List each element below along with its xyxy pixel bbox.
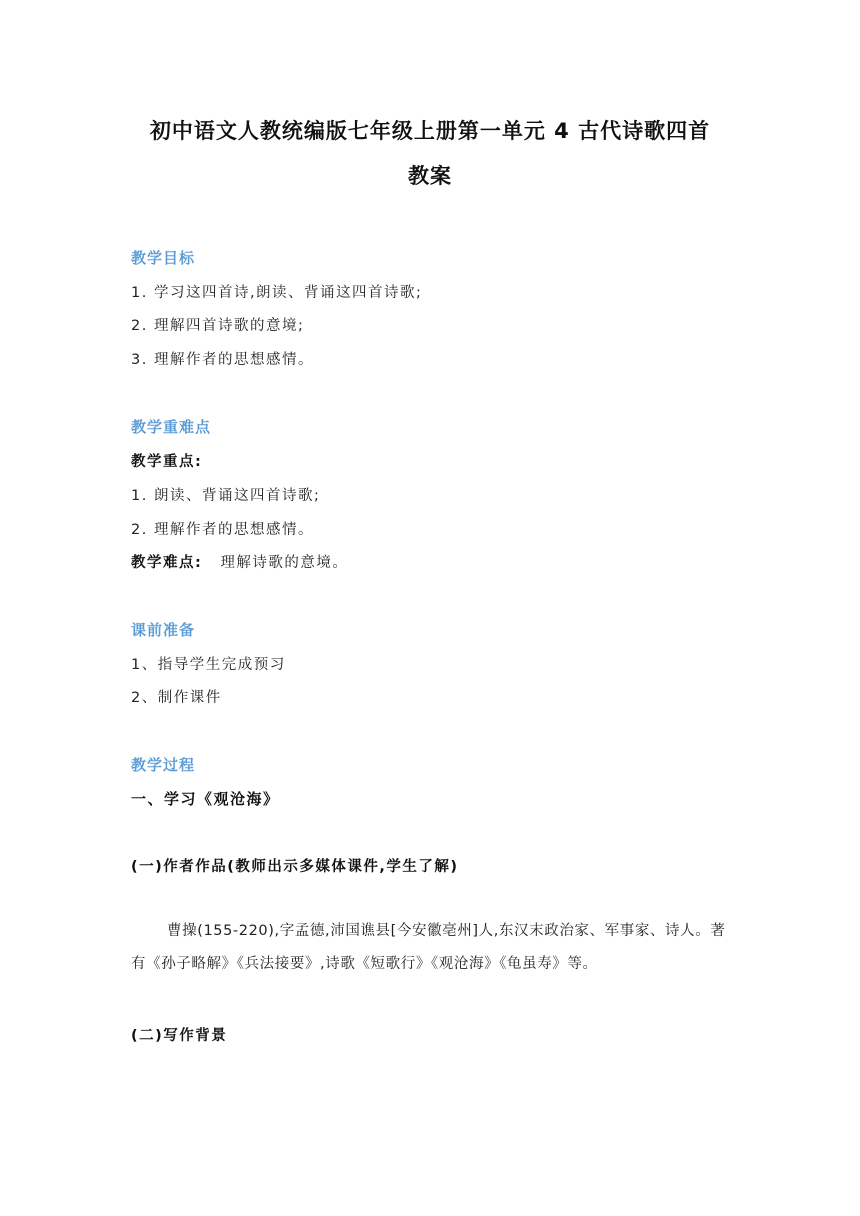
difficulty-label: 教学难点:: [131, 555, 203, 571]
preparation-item: 1、指导学生完成预习: [131, 657, 286, 673]
objective-item: 3. 理解作者的思想感情。: [131, 352, 314, 368]
subsection-heading: (二)写作背景: [131, 1028, 228, 1044]
objective-item: 1. 学习这四首诗,朗读、背诵这四首诗歌;: [131, 285, 423, 301]
preparation-heading: 课前准备: [131, 621, 196, 639]
document-title-continued: 教案: [408, 164, 452, 188]
process-heading: 教学过程: [131, 756, 196, 774]
key-points-heading: 教学重难点: [131, 418, 212, 436]
subsection-heading: (一)作者作品(教师出示多媒体课件,学生了解): [131, 859, 459, 875]
objective-item: 2. 理解四首诗歌的意境;: [131, 318, 305, 334]
difficulty-line: [131, 551, 348, 572]
author-paragraph: [131, 915, 733, 981]
author-paragraph-text: 曹操(155-220),字孟德,沛国谯县[今安徽亳州]人,东汉末政治家、军事家、诗人。著有《孙子略解》《兵法接要》,诗歌《短歌行》《观沧海》《龟虽寿》等。: [131, 923, 726, 972]
key-point-item: 2. 理解作者的思想感情。: [131, 522, 314, 538]
document-title: 初中语文人教统编版七年级上册第一单元 4 古代诗歌四首: [149, 119, 711, 143]
preparation-item: 2、制作课件: [131, 690, 222, 706]
section-heading: 一、学习《观沧海》: [131, 790, 280, 808]
difficulty-text: 理解诗歌的意境。: [220, 555, 349, 571]
key-point-item: 1. 朗读、背诵这四首诗歌;: [131, 488, 321, 504]
objectives-heading: 教学目标: [131, 249, 196, 267]
key-points-label: 教学重点:: [131, 454, 203, 470]
